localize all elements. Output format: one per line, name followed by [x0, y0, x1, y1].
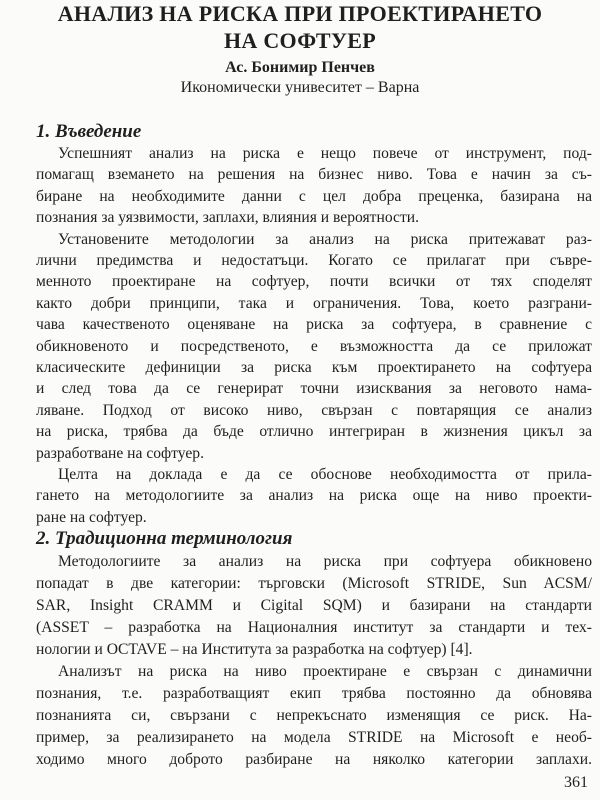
section-heading-terminology: 2. Традиционна терминология [36, 528, 293, 549]
text-line: класическите дефиниции за риска към проектирането на софтуера [36, 359, 592, 376]
section-heading-introduction: 1. Въведение [36, 121, 142, 142]
text-line-final: ране на софтуер. [36, 508, 147, 526]
text-line: лични предимства и недостатъци. Когато се прилагат при съвре- [36, 252, 592, 269]
text-line: обикновеното и посредственото, е възможността да се приложат [36, 337, 592, 355]
text-line: ляване. Подход от високо ниво, свързан с повтарящия се анализ [36, 401, 592, 419]
text-line: познанията си, свързани с непрекъснато изменящия се риск. На- [36, 707, 592, 724]
text-line: (ASSET – разработка на Националния институт за стандарти и тех- [36, 619, 592, 636]
text-line: както добри принципи, така и ограничения. Това, което разграни- [36, 294, 592, 312]
text-line: познания за уязвимости, заплахи, влияния и вероятности. [36, 209, 419, 227]
text-line: на риска, трябва да бъде отлично интегриран в жизнения цикъл за [36, 423, 592, 441]
paper-title-line-1: АНАЛИЗ НА РИСКА ПРИ ПРОЕКТИРАНЕТО [57, 1, 543, 26]
text-line: разработване на софтуер. [36, 444, 204, 462]
author-name: Ас. Бонимир Пенчев [225, 59, 375, 76]
text-line: гането на методологиите за анализ на риска още на ниво проекти- [36, 487, 592, 505]
text-line: Целта на доклада е да се обоснове необходимостта от прила- [58, 466, 592, 483]
text-line: помагащ вземането на решения на бизнес ниво. Това е начин за съ- [36, 166, 592, 184]
text-line: биране на необходимите данни с цел добра преценка, базирана на [36, 187, 592, 205]
paper-title-line-2: НА СОФТУЕР [223, 28, 377, 53]
text-line: познания, т.е. разработващият екип трябва постоянно да обновява [36, 685, 592, 702]
page-number: 361 [564, 774, 588, 791]
text-line: Успешният анализ на риска е нещо повече от инструмент, под- [58, 145, 592, 162]
text-line: SAR, Insight CRAMM и Cigital SQM) и базирани на стандарти [36, 597, 592, 614]
text-line: пример, за реализирането на модела STRIDE на Microsoft е необ- [36, 729, 592, 746]
text-line: Методологиите за анализ на риска при софтуера обикновено [58, 553, 592, 570]
text-line: чава качественото оценяване на риска за софтуера, в сравнение с [36, 316, 592, 334]
text-line: менното проектиране на софтуер, почти всички от тях споделят [36, 273, 592, 291]
text-line: Установените методологии за анализ на риска притежават раз- [58, 230, 592, 248]
author-affiliation: Икономически унивеситет – Варна [180, 79, 420, 96]
text-line: и след това да се генерират точни изисквания за неговото нама- [36, 380, 592, 398]
text-line: ходимо много доброто разбиране на няколко категории заплахи. [36, 751, 592, 768]
text-line: нологии и OCTAVE – на Института за разработка на софтуер) [4]. [36, 641, 473, 658]
text-line: попадат в две категории: търговски (Microsoft STRIDE, Sun ACSM/ [36, 575, 592, 592]
text-line: Анализът на риска на ниво проектиране е свързан с динамични [58, 663, 592, 680]
